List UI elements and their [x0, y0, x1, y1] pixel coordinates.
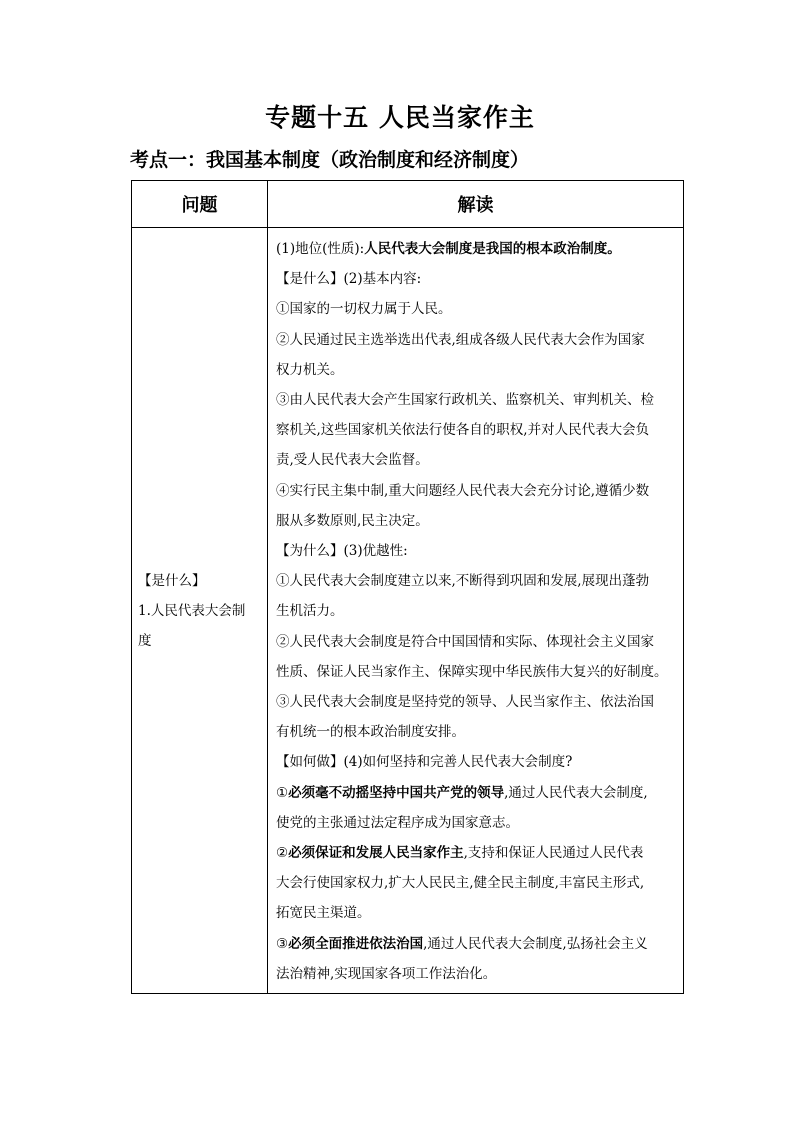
- line-text: 【为什么】(3)优越性:: [276, 543, 408, 560]
- interpretation-line: [276, 687, 679, 717]
- header-interpretation: 解读: [268, 181, 684, 228]
- question-tag: 【是什么】: [138, 572, 206, 589]
- line-rest-text: ,支持和保证人民通过人民代表: [463, 845, 644, 862]
- line-rest-text: ,通过人民代表大会制度,: [504, 784, 648, 801]
- line-bold-text: 必须保证和发展人民当家作主: [288, 845, 464, 862]
- interpretation-line: [276, 294, 679, 324]
- line-text: ①: [276, 784, 289, 801]
- content-table: [131, 180, 684, 994]
- interpretation-line: [276, 385, 679, 415]
- interpretation-line: [276, 506, 679, 536]
- table-row: [132, 228, 684, 994]
- line-bold-text: 必须全面推进依法治国: [288, 935, 424, 952]
- line-text: ②: [276, 845, 289, 862]
- line-text: ③由人民代表大会产生国家行政机关、监察机关、审判机关、检: [276, 392, 654, 409]
- line-bold-text: 必须毫不动摇坚持中国共产党的领导: [288, 784, 505, 801]
- line-rest-text: ,通过人民代表大会制度,弘扬社会主义: [423, 935, 648, 952]
- page-title: 专题十五 人民当家作主: [265, 103, 535, 132]
- question-line: 度: [138, 632, 152, 649]
- line-text: 责,受人民代表大会监督。: [276, 452, 429, 469]
- header-question: 问题: [132, 181, 268, 228]
- interpretation-line: [276, 868, 679, 898]
- interpretation-line: [276, 476, 679, 506]
- line-text: ②人民代表大会制度是符合中国国情和实际、体现社会主义国家: [276, 633, 654, 650]
- interpretation-line: [276, 536, 679, 566]
- interpretation-line: [276, 355, 679, 385]
- interpretation-line: [276, 596, 679, 626]
- line-text: ③: [276, 935, 289, 952]
- line-text: 大会行使国家权力,扩大人民民主,健全民主制度,丰富民主形式,: [276, 875, 645, 892]
- interpretation-line: [276, 415, 679, 445]
- line-text: 【是什么】(2)基本内容:: [276, 271, 422, 288]
- line-text: ④实行民主集中制,重大问题经人民代表大会充分讨论,遵循少数: [276, 482, 650, 499]
- line-text: ①人民代表大会制度建立以来,不断得到巩固和发展,展现出蓬勃: [276, 573, 650, 590]
- line-text: 服从多数原则,民主决定。: [276, 512, 429, 529]
- interpretation-line: [276, 778, 679, 808]
- line-text: 权力机关。: [276, 361, 344, 378]
- interpretation-line: [276, 264, 679, 294]
- interpretation-line: [276, 929, 679, 959]
- interpretation-line: [276, 657, 679, 687]
- line-text: 【如何做】(4)如何坚持和完善人民代表大会制度?: [276, 754, 573, 771]
- question-line: 1.人民代表大会制: [138, 602, 246, 619]
- line-text: 性质、保证人民当家作主、保障实现中华民族伟大复兴的好制度。: [276, 663, 668, 680]
- line-text: ③人民代表大会制度是坚持党的领导、人民当家作主、依法治国: [276, 694, 654, 711]
- line-text: 拓宽民主渠道。: [276, 905, 371, 922]
- interpretation-line: [276, 445, 679, 475]
- interpretation-cell: [268, 228, 684, 994]
- line-text: 察机关,这些国家机关依法行使各自的职权,并对人民代表大会负: [276, 422, 650, 439]
- line-bold-text: 人民代表大会制度是我国的根本政治制度。: [364, 241, 621, 257]
- interpretation-line: [276, 234, 679, 264]
- interpretation-line: [276, 566, 679, 596]
- interpretation-line: [276, 808, 679, 838]
- line-text: (1)地位(性质):: [276, 241, 365, 257]
- section-heading: 考点一：我国基本制度（政治制度和经济制度）: [130, 149, 530, 171]
- question-cell: [132, 228, 268, 994]
- table-header-row: [132, 181, 684, 228]
- line-text: 使党的主张通过法定程序成为国家意志。: [276, 814, 519, 831]
- interpretation-line: [276, 898, 679, 928]
- interpretation-line: [276, 717, 679, 747]
- interpretation-line: [276, 959, 679, 989]
- interpretation-line: [276, 627, 679, 657]
- interpretation-line: [276, 838, 679, 868]
- line-text: 生机活力。: [276, 603, 344, 620]
- line-text: ②人民通过民主选举选出代表,组成各级人民代表大会作为国家: [276, 331, 645, 348]
- line-text: 有机统一的根本政治制度安排。: [276, 724, 465, 741]
- interpretation-line: [276, 747, 679, 777]
- interpretation-line: [276, 325, 679, 355]
- line-text: 法治精神,实现国家各项工作法治化。: [276, 965, 497, 982]
- line-text: ①国家的一切权力属于人民。: [276, 301, 452, 318]
